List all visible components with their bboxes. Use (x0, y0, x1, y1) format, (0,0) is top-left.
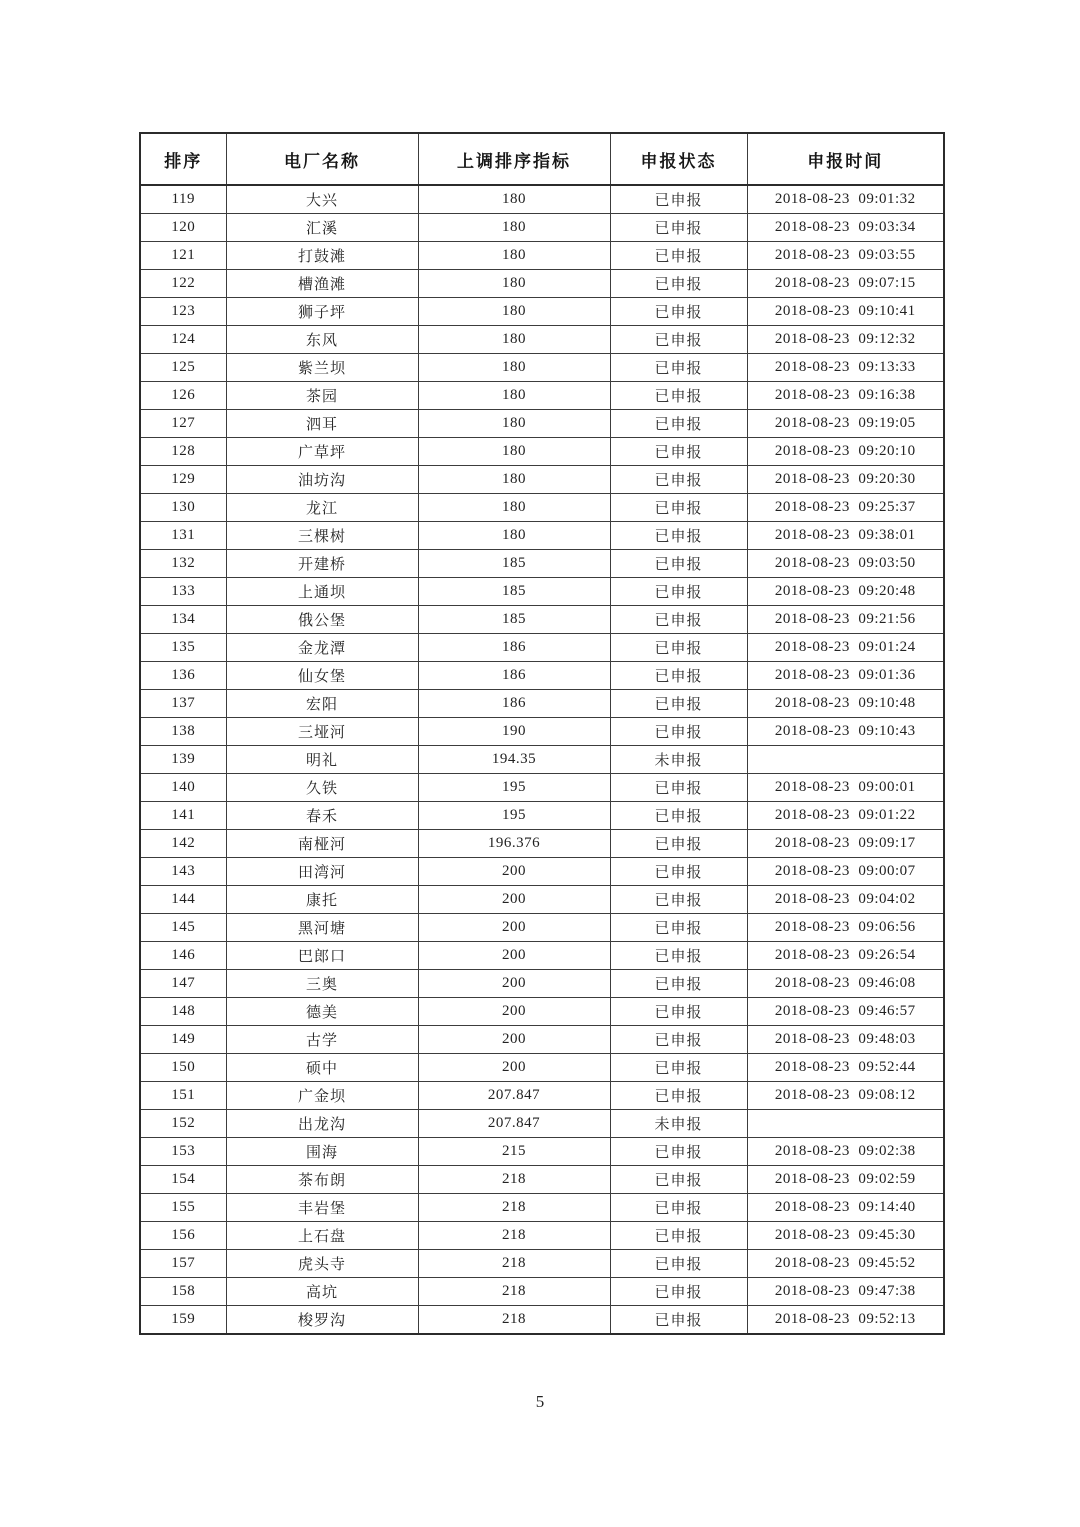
plant-name-cell: 丰岩堡 (226, 1194, 418, 1222)
status-cell: 已申报 (610, 410, 747, 438)
plant-name-cell: 南桠河 (226, 830, 418, 858)
plant-name-cell: 茶园 (226, 382, 418, 410)
table-row (140, 1138, 944, 1166)
plant-name-cell: 三棵树 (226, 522, 418, 550)
status-cell: 已申报 (610, 662, 747, 690)
plant-name-cell: 虎头寺 (226, 1250, 418, 1278)
status-cell: 已申报 (610, 438, 747, 466)
table-row (140, 1110, 944, 1138)
rank-cell: 155 (140, 1194, 226, 1222)
status-cell: 已申报 (610, 550, 747, 578)
header-status: 申报状态 (610, 133, 747, 185)
indicator-cell: 180 (418, 214, 610, 242)
rank-cell: 119 (140, 185, 226, 214)
time-cell: 2018-08-23 09:08:12 (747, 1082, 944, 1110)
indicator-cell: 185 (418, 606, 610, 634)
status-cell: 已申报 (610, 830, 747, 858)
plant-name-cell: 德美 (226, 998, 418, 1026)
status-cell: 已申报 (610, 942, 747, 970)
status-cell: 已申报 (610, 970, 747, 998)
rank-cell: 140 (140, 774, 226, 802)
time-cell: 2018-08-23 09:16:38 (747, 382, 944, 410)
rank-cell: 142 (140, 830, 226, 858)
table-body (140, 185, 944, 1334)
rank-cell: 125 (140, 354, 226, 382)
plant-name-cell: 金龙潭 (226, 634, 418, 662)
rank-cell: 131 (140, 522, 226, 550)
status-cell: 已申报 (610, 634, 747, 662)
declaration-table (139, 132, 945, 1335)
indicator-cell: 200 (418, 970, 610, 998)
status-cell: 已申报 (610, 1082, 747, 1110)
time-cell: 2018-08-23 09:07:15 (747, 270, 944, 298)
rank-cell: 129 (140, 466, 226, 494)
plant-name-cell: 油坊沟 (226, 466, 418, 494)
plant-name-cell: 上石盘 (226, 1222, 418, 1250)
status-cell: 已申报 (610, 1222, 747, 1250)
status-cell: 已申报 (610, 578, 747, 606)
table-row (140, 326, 944, 354)
rank-cell: 143 (140, 858, 226, 886)
rank-cell: 138 (140, 718, 226, 746)
indicator-cell: 207.847 (418, 1110, 610, 1138)
plant-name-cell: 明礼 (226, 746, 418, 774)
indicator-cell: 185 (418, 578, 610, 606)
time-cell (747, 1110, 944, 1138)
table-row (140, 270, 944, 298)
plant-name-cell: 康托 (226, 886, 418, 914)
status-cell: 已申报 (610, 858, 747, 886)
time-cell: 2018-08-23 09:14:40 (747, 1194, 944, 1222)
status-cell: 已申报 (610, 886, 747, 914)
header-row (140, 133, 944, 185)
status-cell: 已申报 (610, 802, 747, 830)
time-cell: 2018-08-23 09:04:02 (747, 886, 944, 914)
time-cell: 2018-08-23 09:02:38 (747, 1138, 944, 1166)
indicator-cell: 190 (418, 718, 610, 746)
indicator-cell: 215 (418, 1138, 610, 1166)
table-row (140, 690, 944, 718)
table-row (140, 522, 944, 550)
plant-name-cell: 开建桥 (226, 550, 418, 578)
plant-name-cell: 宏阳 (226, 690, 418, 718)
rank-cell: 151 (140, 1082, 226, 1110)
status-cell: 已申报 (610, 998, 747, 1026)
plant-name-cell: 久铁 (226, 774, 418, 802)
header-rank: 排序 (140, 133, 226, 185)
indicator-cell: 207.847 (418, 1082, 610, 1110)
table-row (140, 886, 944, 914)
table-row (140, 718, 944, 746)
plant-name-cell: 仙女堡 (226, 662, 418, 690)
rank-cell: 137 (140, 690, 226, 718)
time-cell: 2018-08-23 09:45:30 (747, 1222, 944, 1250)
time-cell: 2018-08-23 09:38:01 (747, 522, 944, 550)
table-row (140, 858, 944, 886)
rank-cell: 152 (140, 1110, 226, 1138)
plant-name-cell: 围海 (226, 1138, 418, 1166)
indicator-cell: 180 (418, 298, 610, 326)
rank-cell: 141 (140, 802, 226, 830)
table-row (140, 550, 944, 578)
table-row (140, 942, 944, 970)
indicator-cell: 180 (418, 185, 610, 214)
table-row (140, 1194, 944, 1222)
time-cell: 2018-08-23 09:01:24 (747, 634, 944, 662)
rank-cell: 153 (140, 1138, 226, 1166)
table-row (140, 1082, 944, 1110)
indicator-cell: 180 (418, 354, 610, 382)
indicator-cell: 180 (418, 242, 610, 270)
time-cell: 2018-08-23 09:00:01 (747, 774, 944, 802)
rank-cell: 134 (140, 606, 226, 634)
status-cell: 已申报 (610, 326, 747, 354)
time-cell: 2018-08-23 09:21:56 (747, 606, 944, 634)
table-row (140, 1306, 944, 1335)
rank-cell: 130 (140, 494, 226, 522)
plant-name-cell: 泗耳 (226, 410, 418, 438)
table-row (140, 354, 944, 382)
time-cell: 2018-08-23 09:52:44 (747, 1054, 944, 1082)
plant-name-cell: 三奥 (226, 970, 418, 998)
indicator-cell: 200 (418, 998, 610, 1026)
indicator-cell: 186 (418, 690, 610, 718)
plant-name-cell: 出龙沟 (226, 1110, 418, 1138)
status-cell: 未申报 (610, 746, 747, 774)
time-cell: 2018-08-23 09:01:22 (747, 802, 944, 830)
time-cell: 2018-08-23 09:10:41 (747, 298, 944, 326)
time-cell: 2018-08-23 09:10:43 (747, 718, 944, 746)
table-row (140, 242, 944, 270)
indicator-cell: 180 (418, 382, 610, 410)
status-cell: 未申报 (610, 1110, 747, 1138)
rank-cell: 158 (140, 1278, 226, 1306)
plant-name-cell: 梭罗沟 (226, 1306, 418, 1335)
rank-cell: 149 (140, 1026, 226, 1054)
table-row (140, 774, 944, 802)
status-cell: 已申报 (610, 1194, 747, 1222)
table-row (140, 1222, 944, 1250)
table-row (140, 830, 944, 858)
indicator-cell: 200 (418, 858, 610, 886)
plant-name-cell: 汇溪 (226, 214, 418, 242)
table-row (140, 466, 944, 494)
plant-name-cell: 狮子坪 (226, 298, 418, 326)
indicator-cell: 180 (418, 326, 610, 354)
rank-cell: 146 (140, 942, 226, 970)
table-row (140, 1054, 944, 1082)
table-row (140, 1166, 944, 1194)
indicator-cell: 200 (418, 1026, 610, 1054)
table-row (140, 410, 944, 438)
time-cell (747, 746, 944, 774)
rank-cell: 128 (140, 438, 226, 466)
status-cell: 已申报 (610, 270, 747, 298)
rank-cell: 154 (140, 1166, 226, 1194)
table-row (140, 1250, 944, 1278)
indicator-cell: 218 (418, 1306, 610, 1335)
rank-cell: 139 (140, 746, 226, 774)
time-cell: 2018-08-23 09:00:07 (747, 858, 944, 886)
plant-name-cell: 广金坝 (226, 1082, 418, 1110)
page-number: 5 (535, 1392, 545, 1411)
time-cell: 2018-08-23 09:52:13 (747, 1306, 944, 1335)
time-cell: 2018-08-23 09:12:32 (747, 326, 944, 354)
indicator-cell: 200 (418, 942, 610, 970)
rank-cell: 150 (140, 1054, 226, 1082)
table-row (140, 1026, 944, 1054)
time-cell: 2018-08-23 09:19:05 (747, 410, 944, 438)
status-cell: 已申报 (610, 914, 747, 942)
indicator-cell: 180 (418, 494, 610, 522)
table-row (140, 578, 944, 606)
table-row (140, 634, 944, 662)
plant-name-cell: 黑河塘 (226, 914, 418, 942)
table-row (140, 606, 944, 634)
indicator-cell: 180 (418, 522, 610, 550)
plant-name-cell: 茶布朗 (226, 1166, 418, 1194)
rank-cell: 126 (140, 382, 226, 410)
plant-name-cell: 高坑 (226, 1278, 418, 1306)
rank-cell: 124 (140, 326, 226, 354)
time-cell: 2018-08-23 09:01:36 (747, 662, 944, 690)
time-cell: 2018-08-23 09:01:32 (747, 185, 944, 214)
status-cell: 已申报 (610, 1166, 747, 1194)
time-cell: 2018-08-23 09:25:37 (747, 494, 944, 522)
status-cell: 已申报 (610, 1306, 747, 1335)
time-cell: 2018-08-23 09:20:48 (747, 578, 944, 606)
time-cell: 2018-08-23 09:10:48 (747, 690, 944, 718)
rank-cell: 156 (140, 1222, 226, 1250)
indicator-cell: 186 (418, 634, 610, 662)
plant-name-cell: 打鼓滩 (226, 242, 418, 270)
status-cell: 已申报 (610, 606, 747, 634)
indicator-cell: 218 (418, 1194, 610, 1222)
table-row (140, 382, 944, 410)
time-cell: 2018-08-23 09:45:52 (747, 1250, 944, 1278)
time-cell: 2018-08-23 09:03:34 (747, 214, 944, 242)
status-cell: 已申报 (610, 242, 747, 270)
time-cell: 2018-08-23 09:46:57 (747, 998, 944, 1026)
time-cell: 2018-08-23 09:20:30 (747, 466, 944, 494)
table-row (140, 970, 944, 998)
time-cell: 2018-08-23 09:13:33 (747, 354, 944, 382)
indicator-cell: 195 (418, 774, 610, 802)
status-cell: 已申报 (610, 494, 747, 522)
indicator-cell: 218 (418, 1166, 610, 1194)
status-cell: 已申报 (610, 774, 747, 802)
table-row (140, 214, 944, 242)
time-cell: 2018-08-23 09:03:50 (747, 550, 944, 578)
indicator-cell: 180 (418, 270, 610, 298)
plant-name-cell: 三垭河 (226, 718, 418, 746)
table-header (140, 133, 944, 185)
indicator-cell: 196.376 (418, 830, 610, 858)
table-row (140, 185, 944, 214)
plant-name-cell: 东风 (226, 326, 418, 354)
rank-cell: 135 (140, 634, 226, 662)
status-cell: 已申报 (610, 1250, 747, 1278)
rank-cell: 157 (140, 1250, 226, 1278)
rank-cell: 147 (140, 970, 226, 998)
status-cell: 已申报 (610, 185, 747, 214)
time-cell: 2018-08-23 09:26:54 (747, 942, 944, 970)
indicator-cell: 194.35 (418, 746, 610, 774)
rank-cell: 133 (140, 578, 226, 606)
plant-name-cell: 槽渔滩 (226, 270, 418, 298)
plant-name-cell: 俄公堡 (226, 606, 418, 634)
rank-cell: 132 (140, 550, 226, 578)
indicator-cell: 180 (418, 410, 610, 438)
indicator-cell: 180 (418, 438, 610, 466)
time-cell: 2018-08-23 09:47:38 (747, 1278, 944, 1306)
table-row (140, 438, 944, 466)
indicator-cell: 218 (418, 1278, 610, 1306)
time-cell: 2018-08-23 09:20:10 (747, 438, 944, 466)
plant-name-cell: 巴郎口 (226, 942, 418, 970)
time-cell: 2018-08-23 09:02:59 (747, 1166, 944, 1194)
rank-cell: 120 (140, 214, 226, 242)
indicator-cell: 185 (418, 550, 610, 578)
status-cell: 已申报 (610, 718, 747, 746)
status-cell: 已申报 (610, 690, 747, 718)
status-cell: 已申报 (610, 1054, 747, 1082)
rank-cell: 145 (140, 914, 226, 942)
status-cell: 已申报 (610, 214, 747, 242)
table-row (140, 914, 944, 942)
header-indicator: 上调排序指标 (418, 133, 610, 185)
status-cell: 已申报 (610, 466, 747, 494)
table-row (140, 298, 944, 326)
plant-name-cell: 紫兰坝 (226, 354, 418, 382)
plant-name-cell: 上通坝 (226, 578, 418, 606)
status-cell: 已申报 (610, 522, 747, 550)
status-cell: 已申报 (610, 1278, 747, 1306)
rank-cell: 159 (140, 1306, 226, 1335)
rank-cell: 122 (140, 270, 226, 298)
table-row (140, 662, 944, 690)
table-row (140, 746, 944, 774)
status-cell: 已申报 (610, 382, 747, 410)
rank-cell: 121 (140, 242, 226, 270)
table-row (140, 494, 944, 522)
time-cell: 2018-08-23 09:46:08 (747, 970, 944, 998)
indicator-cell: 200 (418, 1054, 610, 1082)
plant-name-cell: 硕中 (226, 1054, 418, 1082)
indicator-cell: 186 (418, 662, 610, 690)
status-cell: 已申报 (610, 1026, 747, 1054)
table-row (140, 998, 944, 1026)
time-cell: 2018-08-23 09:03:55 (747, 242, 944, 270)
rank-cell: 123 (140, 298, 226, 326)
plant-name-cell: 古学 (226, 1026, 418, 1054)
table-row (140, 802, 944, 830)
plant-name-cell: 大兴 (226, 185, 418, 214)
header-time: 申报时间 (747, 133, 944, 185)
indicator-cell: 200 (418, 914, 610, 942)
status-cell: 已申报 (610, 298, 747, 326)
plant-name-cell: 田湾河 (226, 858, 418, 886)
table-row (140, 1278, 944, 1306)
indicator-cell: 218 (418, 1222, 610, 1250)
plant-name-cell: 广草坪 (226, 438, 418, 466)
rank-cell: 148 (140, 998, 226, 1026)
rank-cell: 144 (140, 886, 226, 914)
status-cell: 已申报 (610, 1138, 747, 1166)
indicator-cell: 218 (418, 1250, 610, 1278)
plant-name-cell: 龙江 (226, 494, 418, 522)
rank-cell: 127 (140, 410, 226, 438)
status-cell: 已申报 (610, 354, 747, 382)
header-plant-name: 电厂名称 (226, 133, 418, 185)
indicator-cell: 200 (418, 886, 610, 914)
time-cell: 2018-08-23 09:06:56 (747, 914, 944, 942)
indicator-cell: 180 (418, 466, 610, 494)
time-cell: 2018-08-23 09:48:03 (747, 1026, 944, 1054)
indicator-cell: 195 (418, 802, 610, 830)
rank-cell: 136 (140, 662, 226, 690)
plant-name-cell: 春禾 (226, 802, 418, 830)
time-cell: 2018-08-23 09:09:17 (747, 830, 944, 858)
